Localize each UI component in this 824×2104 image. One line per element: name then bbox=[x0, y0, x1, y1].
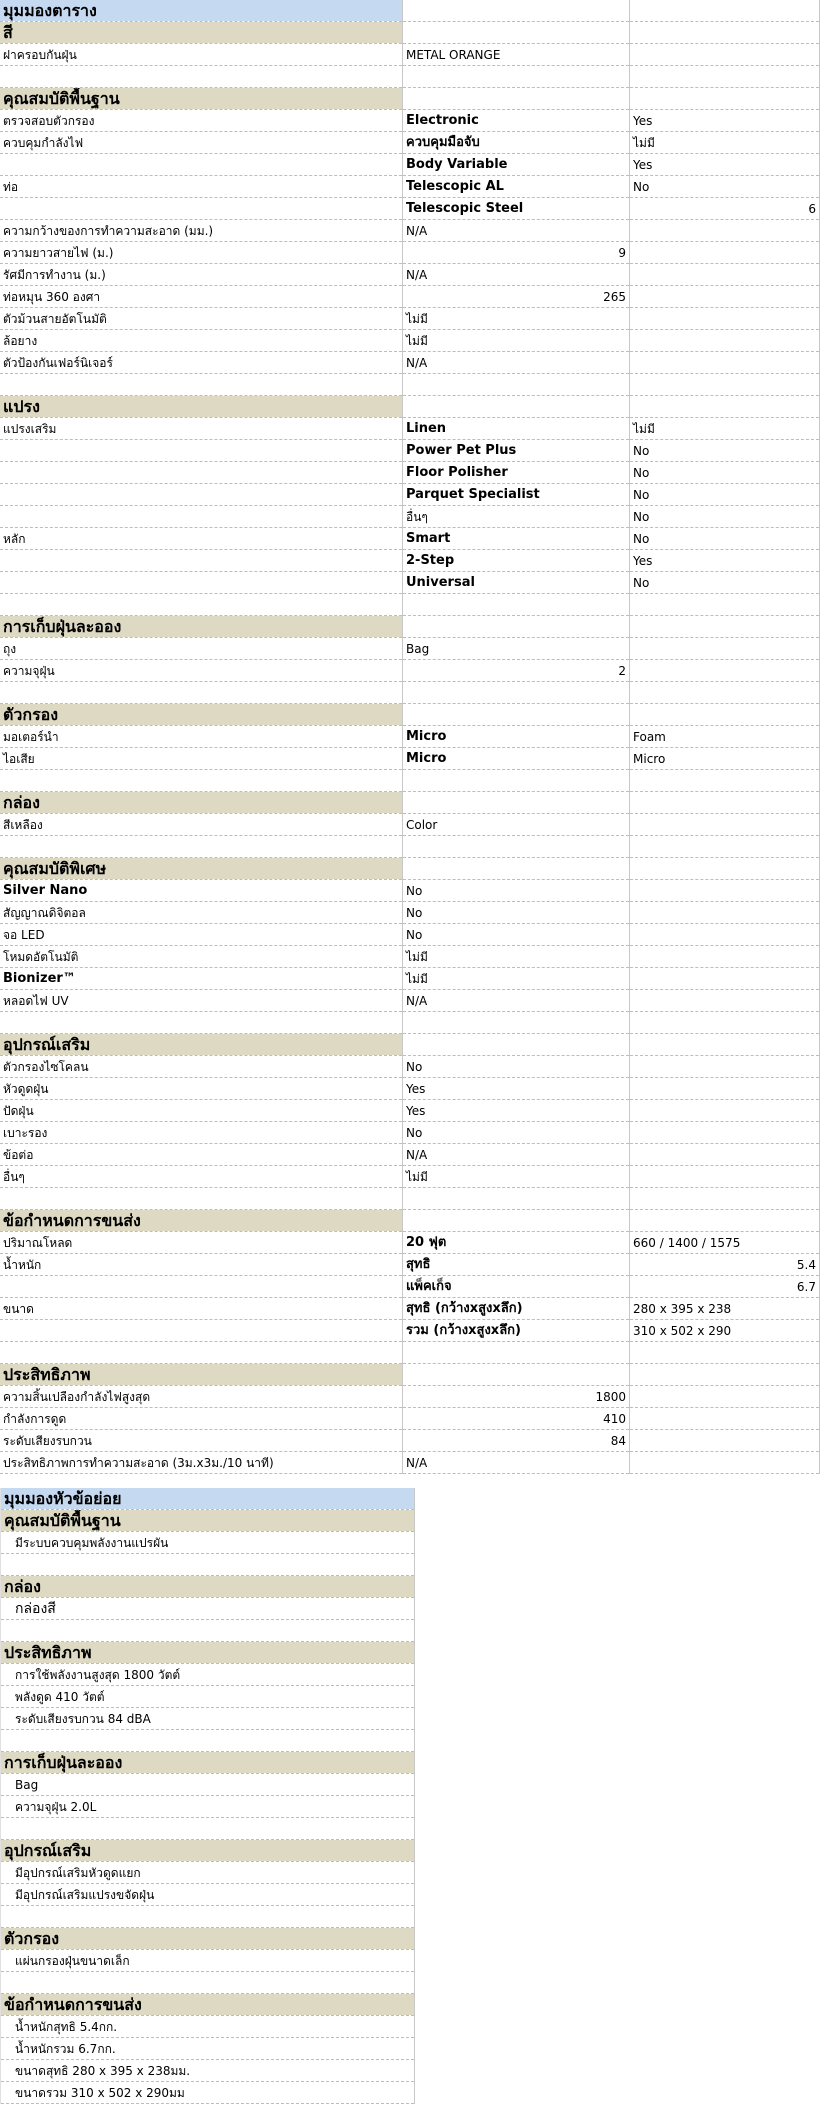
row-sub: สุทธิ (กว้างxสูงxลึก) bbox=[403, 1298, 630, 1320]
row-value: No bbox=[630, 572, 820, 594]
row-label: ปริมาณโหลด bbox=[0, 1232, 403, 1254]
summary-section bbox=[1, 1510, 415, 1532]
table-row bbox=[0, 330, 820, 352]
row-value: ไม่มี bbox=[403, 968, 630, 990]
section-title: ข้อกำหนดการขนส่ง bbox=[1, 1994, 415, 2016]
row-value: 660 / 1400 / 1575 bbox=[630, 1232, 820, 1254]
row-label: สีเหลือง bbox=[0, 814, 403, 836]
list-item bbox=[1, 1796, 415, 1818]
section-title: กล่อง bbox=[1, 1576, 415, 1598]
row-value: No bbox=[403, 880, 630, 902]
section-box bbox=[0, 792, 820, 814]
row-value: Yes bbox=[630, 110, 820, 132]
sheet-title: มุมมองตาราง bbox=[0, 0, 403, 22]
row-label: จอ LED bbox=[0, 924, 403, 946]
row-value: ไม่มี bbox=[630, 132, 820, 154]
section-basic bbox=[0, 88, 820, 110]
row-value: 84 bbox=[403, 1430, 630, 1452]
summary-item: แผ่นกรองฝุ่นขนาดเล็ก bbox=[1, 1950, 415, 1972]
table-row bbox=[0, 1276, 820, 1298]
section-accessories bbox=[0, 1034, 820, 1056]
list-item bbox=[1, 1862, 415, 1884]
row-value: N/A bbox=[403, 1144, 630, 1166]
table-row bbox=[0, 968, 820, 990]
row-label: ความกว้างของการทำความสะอาด (มม.) bbox=[0, 220, 403, 242]
table-row bbox=[0, 132, 820, 154]
table-row bbox=[0, 572, 820, 594]
row-label: มอเตอร์นำ bbox=[0, 726, 403, 748]
spacer-row bbox=[0, 1342, 820, 1364]
row-value: Yes bbox=[630, 154, 820, 176]
table-row bbox=[0, 1320, 820, 1342]
row-label: ตัวกรองไซโคลน bbox=[0, 1056, 403, 1078]
row-label: ท่อ bbox=[0, 176, 403, 198]
row-value: 2 bbox=[403, 660, 630, 682]
row-value: N/A bbox=[403, 990, 630, 1012]
row-value: Yes bbox=[403, 1100, 630, 1122]
table-row bbox=[0, 1386, 820, 1408]
row-sub: 20 ฟุต bbox=[403, 1232, 630, 1254]
row-sub: รวม (กว้างxสูงxลึก) bbox=[403, 1320, 630, 1342]
row-sub: Micro bbox=[403, 726, 630, 748]
row-label: ตัวม้วนสายอัตโนมัติ bbox=[0, 308, 403, 330]
row-sub: Electronic bbox=[403, 110, 630, 132]
row-value: No bbox=[630, 440, 820, 462]
table-row bbox=[0, 220, 820, 242]
table-row bbox=[0, 1078, 820, 1100]
row-label: หลอดไฟ UV bbox=[0, 990, 403, 1012]
row-value: Yes bbox=[630, 550, 820, 572]
row-sub: Linen bbox=[403, 418, 630, 440]
section-filter bbox=[0, 704, 820, 726]
row-label: ท่อหมุน 360 องศา bbox=[0, 286, 403, 308]
list-item bbox=[1, 2082, 415, 2104]
row-label: หัวดูดฝุ่น bbox=[0, 1078, 403, 1100]
row-sub: Floor Polisher bbox=[403, 462, 630, 484]
row-value: 9 bbox=[403, 242, 630, 264]
row-value: N/A bbox=[403, 264, 630, 286]
table-row bbox=[0, 44, 820, 66]
summary-section bbox=[1, 1642, 415, 1664]
row-value: No bbox=[630, 462, 820, 484]
row-sub: สุทธิ bbox=[403, 1254, 630, 1276]
section-performance bbox=[0, 1364, 820, 1386]
section-title: อุปกรณ์เสริม bbox=[1, 1840, 415, 1862]
row-sub: 2-Step bbox=[403, 550, 630, 572]
row-value: Foam bbox=[630, 726, 820, 748]
row-value: 6 bbox=[630, 198, 820, 220]
table-row bbox=[0, 1232, 820, 1254]
section-title: คุณสมบัติพื้นฐาน bbox=[1, 1510, 415, 1532]
summary-section bbox=[1, 1928, 415, 1950]
table-row bbox=[0, 1430, 820, 1452]
row-label: ความจุฝุ่น bbox=[0, 660, 403, 682]
table-row bbox=[0, 946, 820, 968]
row-value: No bbox=[403, 1056, 630, 1078]
row-value: 5.4 bbox=[630, 1254, 820, 1276]
table-row bbox=[0, 1144, 820, 1166]
spacer-row bbox=[1, 1818, 415, 1840]
row-value: No bbox=[630, 484, 820, 506]
row-sub: อื่นๆ bbox=[403, 506, 630, 528]
section-shipping bbox=[0, 1210, 820, 1232]
row-sub: Universal bbox=[403, 572, 630, 594]
table-row bbox=[0, 176, 820, 198]
row-value: ไม่มี bbox=[403, 330, 630, 352]
section-title: การเก็บฝุ่นละออง bbox=[0, 616, 403, 638]
table-row bbox=[0, 1122, 820, 1144]
row-sub: ควบคุมมือจับ bbox=[403, 132, 630, 154]
row-sub: Telescopic AL bbox=[403, 176, 630, 198]
table-row bbox=[0, 110, 820, 132]
list-item bbox=[1, 2038, 415, 2060]
table-row bbox=[0, 198, 820, 220]
row-value: N/A bbox=[403, 352, 630, 374]
summary-section bbox=[1, 1576, 415, 1598]
table-row bbox=[0, 352, 820, 374]
summary-item: ระดับเสียงรบกวน 84 dBA bbox=[1, 1708, 415, 1730]
table-row bbox=[0, 990, 820, 1012]
spacer-row bbox=[1, 1620, 415, 1642]
summary-item: ขนาดรวม 310 x 502 x 290มม bbox=[1, 2082, 415, 2104]
list-item bbox=[1, 1884, 415, 1906]
row-label: Bionizer™ bbox=[0, 968, 403, 990]
table-row bbox=[0, 814, 820, 836]
row-value: Yes bbox=[403, 1078, 630, 1100]
sheet-title-row bbox=[0, 0, 820, 22]
row-value: 6.7 bbox=[630, 1276, 820, 1298]
spacer-row bbox=[1, 1730, 415, 1752]
summary-item: ขนาดสุทธิ 280 x 395 x 238มม. bbox=[1, 2060, 415, 2082]
row-label: ระดับเสียงรบกวน bbox=[0, 1430, 403, 1452]
row-label: อื่นๆ bbox=[0, 1166, 403, 1188]
table-row bbox=[0, 286, 820, 308]
spacer-row bbox=[1, 1972, 415, 1994]
summary-item: มีระบบควบคุมพลังงานแปรผัน bbox=[1, 1532, 415, 1554]
row-value: 265 bbox=[403, 286, 630, 308]
spacer-row bbox=[0, 1012, 820, 1034]
row-value: No bbox=[630, 528, 820, 550]
row-sub: Body Variable bbox=[403, 154, 630, 176]
section-title: คุณสมบัติพื้นฐาน bbox=[0, 88, 403, 110]
table-row bbox=[0, 1100, 820, 1122]
spacer-row bbox=[0, 770, 820, 792]
summary-item: น้ำหนักสุทธิ 5.4กก. bbox=[1, 2016, 415, 2038]
row-label: ประสิทธิภาพการทำความสะอาด (3ม.x3ม./10 นาที) bbox=[0, 1452, 403, 1474]
table-row bbox=[0, 1298, 820, 1320]
table-row bbox=[0, 924, 820, 946]
table-row bbox=[0, 506, 820, 528]
table-row bbox=[0, 418, 820, 440]
summary-item: พลังดูด 410 วัตต์ bbox=[1, 1686, 415, 1708]
row-label: รัศมีการทำงาน (ม.) bbox=[0, 264, 403, 286]
section-title: การเก็บฝุ่นละออง bbox=[1, 1752, 415, 1774]
summary-title-row bbox=[1, 1488, 415, 1510]
section-title: ประสิทธิภาพ bbox=[1, 1642, 415, 1664]
row-label: ควบคุมกำลังไฟ bbox=[0, 132, 403, 154]
spacer-row bbox=[1, 1554, 415, 1576]
section-title: ข้อกำหนดการขนส่ง bbox=[0, 1210, 403, 1232]
row-label: ล้อยาง bbox=[0, 330, 403, 352]
summary-section bbox=[1, 1840, 415, 1862]
row-value: No bbox=[403, 924, 630, 946]
summary-title: มุมมองหัวข้อย่อย bbox=[1, 1488, 415, 1510]
table-row bbox=[0, 660, 820, 682]
list-item bbox=[1, 1774, 415, 1796]
list-item bbox=[1, 1686, 415, 1708]
row-label: สัญญาณดิจิตอล bbox=[0, 902, 403, 924]
list-item bbox=[1, 2016, 415, 2038]
spacer-row bbox=[1, 1906, 415, 1928]
row-label: ปัดฝุ่น bbox=[0, 1100, 403, 1122]
list-item bbox=[1, 1598, 415, 1620]
row-label: ถุง bbox=[0, 638, 403, 660]
summary-item: มีอุปกรณ์เสริมแปรงขจัดฝุ่น bbox=[1, 1884, 415, 1906]
table-row bbox=[0, 440, 820, 462]
spacer-row bbox=[0, 66, 820, 88]
section-title: คุณสมบัติพิเศษ bbox=[0, 858, 403, 880]
row-label: Silver Nano bbox=[0, 880, 403, 902]
table-row bbox=[0, 1452, 820, 1474]
summary-item: มีอุปกรณ์เสริมหัวดูดแยก bbox=[1, 1862, 415, 1884]
section-title: อุปกรณ์เสริม bbox=[0, 1034, 403, 1056]
spacer-row bbox=[0, 836, 820, 858]
summary-item: น้ำหนักรวม 6.7กก. bbox=[1, 2038, 415, 2060]
summary-item: Bag bbox=[1, 1774, 415, 1796]
table-row bbox=[0, 528, 820, 550]
table-row bbox=[0, 1166, 820, 1188]
row-label: โหมดอัตโนมัติ bbox=[0, 946, 403, 968]
summary-item: ความจุฝุ่น 2.0L bbox=[1, 1796, 415, 1818]
row-sub: Parquet Specialist bbox=[403, 484, 630, 506]
spacer-row bbox=[0, 1188, 820, 1210]
row-sub: แพ็คเก็จ bbox=[403, 1276, 630, 1298]
summary-item: การใช้พลังงานสูงสุด 1800 วัตต์ bbox=[1, 1664, 415, 1686]
list-item bbox=[1, 1950, 415, 1972]
table-row bbox=[0, 484, 820, 506]
spacer-row bbox=[0, 682, 820, 704]
row-label: ฝาครอบกันฝุ่น bbox=[0, 44, 403, 66]
table-row bbox=[0, 308, 820, 330]
list-item bbox=[1, 2060, 415, 2082]
section-color bbox=[0, 22, 820, 44]
row-sub: Micro bbox=[403, 748, 630, 770]
table-row bbox=[0, 1408, 820, 1430]
row-value: 280 x 395 x 238 bbox=[630, 1298, 820, 1320]
row-label: น้ำหนัก bbox=[0, 1254, 403, 1276]
section-title: สี bbox=[0, 22, 403, 44]
row-label: หลัก bbox=[0, 528, 403, 550]
row-value: No bbox=[630, 176, 820, 198]
row-label: ตรวจสอบตัวกรอง bbox=[0, 110, 403, 132]
row-label: แปรงเสริม bbox=[0, 418, 403, 440]
row-value: 1800 bbox=[403, 1386, 630, 1408]
row-label: กำลังการดูด bbox=[0, 1408, 403, 1430]
spacer-row bbox=[0, 594, 820, 616]
row-label: ข้อต่อ bbox=[0, 1144, 403, 1166]
list-item bbox=[1, 1708, 415, 1730]
section-title: ตัวกรอง bbox=[1, 1928, 415, 1950]
table-row bbox=[0, 902, 820, 924]
row-label: ความสิ้นเปลืองกำลังไฟสูงสุด bbox=[0, 1386, 403, 1408]
section-title: ตัวกรอง bbox=[0, 704, 403, 726]
table-row bbox=[0, 242, 820, 264]
table-row bbox=[0, 1056, 820, 1078]
table-row bbox=[0, 880, 820, 902]
row-value: No bbox=[403, 1122, 630, 1144]
row-label: ความยาวสายไฟ (ม.) bbox=[0, 242, 403, 264]
section-title: แปรง bbox=[0, 396, 403, 418]
summary-item: กล่องสี bbox=[1, 1598, 415, 1620]
list-item bbox=[1, 1532, 415, 1554]
section-dust bbox=[0, 616, 820, 638]
row-sub: Smart bbox=[403, 528, 630, 550]
table-row bbox=[0, 154, 820, 176]
row-label: เบาะรอง bbox=[0, 1122, 403, 1144]
list-item bbox=[1, 1664, 415, 1686]
row-value: Color bbox=[403, 814, 630, 836]
row-value: N/A bbox=[403, 1452, 630, 1474]
section-brush bbox=[0, 396, 820, 418]
section-title: ประสิทธิภาพ bbox=[0, 1364, 403, 1386]
table-row bbox=[0, 748, 820, 770]
row-value: N/A bbox=[403, 220, 630, 242]
row-value: ไม่มี bbox=[630, 418, 820, 440]
row-value: Micro bbox=[630, 748, 820, 770]
row-sub: Telescopic Steel bbox=[403, 198, 630, 220]
row-value: METAL ORANGE bbox=[403, 44, 630, 66]
section-special bbox=[0, 858, 820, 880]
row-value: ไม่มี bbox=[403, 308, 630, 330]
row-value: ไม่มี bbox=[403, 1166, 630, 1188]
row-value: 310 x 502 x 290 bbox=[630, 1320, 820, 1342]
row-label: ตัวป้องกันเฟอร์นิเจอร์ bbox=[0, 352, 403, 374]
table-row bbox=[0, 264, 820, 286]
row-value: ไม่มี bbox=[403, 946, 630, 968]
table-row bbox=[0, 726, 820, 748]
table-row bbox=[0, 462, 820, 484]
summary-section bbox=[1, 1752, 415, 1774]
row-sub: Power Pet Plus bbox=[403, 440, 630, 462]
table-row bbox=[0, 1254, 820, 1276]
row-value: 410 bbox=[403, 1408, 630, 1430]
summary-view bbox=[0, 1488, 415, 2104]
table-row bbox=[0, 550, 820, 572]
section-title: กล่อง bbox=[0, 792, 403, 814]
row-label: ไอเสีย bbox=[0, 748, 403, 770]
table-row bbox=[0, 638, 820, 660]
row-label: ขนาด bbox=[0, 1298, 403, 1320]
spacer-row bbox=[0, 374, 820, 396]
summary-section bbox=[1, 1994, 415, 2016]
row-value: No bbox=[630, 506, 820, 528]
row-value: Bag bbox=[403, 638, 630, 660]
row-value: No bbox=[403, 902, 630, 924]
